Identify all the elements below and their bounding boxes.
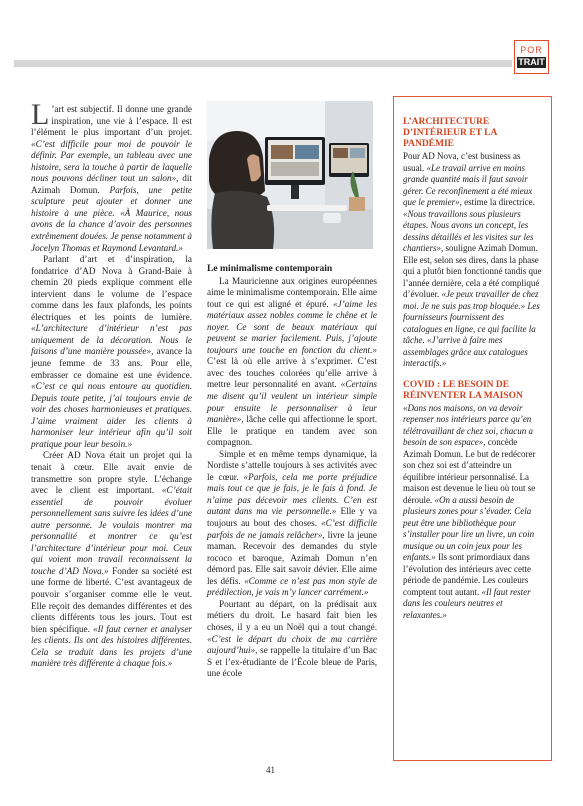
paragraph: [31, 450, 192, 669]
quote-run: «C’est difficile pour moi de pouvoir le définir. Par exemple, un tableau avec une histoire, sera la touche à partir de laquelle nous pouvons décliner tout un salon»: [31, 138, 192, 184]
paragraph: [31, 254, 192, 450]
quote-run: «C’était essentiel de pouvoir évoluer personnellement sans suivre les idées d’une autre personne. Je voulais montrer ma personnalité et montrer ce qu’est l’architecture d’intérieur pour moi. Ceux qui voient mon travail reconnaissent la touche d’AD Nova.»: [31, 485, 192, 576]
quote-run: «L’architecture d’intérieur n’est pas uniquement de la décoration. Nous le faisons d’une manière poussée»: [31, 323, 192, 357]
paragraph: [207, 449, 377, 599]
quote-run: «Le travail arrive en moins grande quantité mais il faut savoir gérer. Ce reconfinement a été mieux que le premier»: [403, 162, 533, 207]
text-run: Simple et en même temps dynamique, la Nordiste s’attelle toujours à ses activités avec le cœur.: [207, 448, 377, 482]
text-run: C’est là où elle arrive à s’exprimer. C’est avec des touches colorées qu’elle arrive à mettre leur personnalité en avant.: [207, 356, 377, 390]
paragraph: [207, 599, 377, 680]
subheading: Le minimalisme contemporain: [207, 263, 333, 274]
text-run: Ils sont primordiaux dans l’évolution des intérieurs avec cette période de pandémie. Les couleurs comptent tout autant.: [403, 552, 531, 597]
section-label-top: POR: [520, 45, 543, 55]
text-run: Pourtant au départ, on la prédisait aux métiers du droit. Le hasard fait bien les choses, il y a eu un Noël qui a tout changé.: [207, 598, 377, 632]
text-run: , concède Azimah Domun. Le but de redécorer son chez soi est d’atteindre un équilibre intérieur personnalisé. La maison est devenue le lieu où tout se déroule.: [403, 437, 536, 505]
text-run: , se rappelle la titulaire d’un Bac S et l’ex-étudiante de l’École bleue de Paris, une école: [207, 645, 377, 679]
quote-run: «Comme ce n’est pas mon style de prédilection, je vais m’y lancer carrément.»: [207, 575, 377, 598]
article-photo: [207, 101, 373, 249]
text-run: Parlant d’art et d’inspiration, la fondatrice d’AD Nova à Grand-Baie à chemin 20 pieds explique comment elle intervient dans le volume de l’espace comme dans les faux plafonds, les points électriques et les points de lumière.: [31, 254, 192, 322]
text-run: Créer AD Nova était un projet qui la tenait à cœur. Elle avait envie de transmettre son propre style. L’échange avec le client est important.: [31, 450, 192, 496]
quote-run: «J’aime les matériaux assez nobles comme le chêne et le noyer. Ce sont de beaux matériaux qui peuvent se marier facilement. Puis, j’ajoute toujours une touche en fonction du client.»: [207, 298, 377, 355]
quote-run: Parfois, une petite sculpture peut ajouter et donner une histoire à une pièce. «À Maurice, nous avons de la chance d’avoir des personnes extrêmement douées. Je pense notamment à Jocelyn Thomas et Raymond Levantard.»: [31, 184, 192, 253]
sidebar-heading: COVID : LE BESOIN DE RÉINVENTER LA MAISON: [403, 379, 523, 401]
photo-illustration: [207, 101, 373, 249]
quote-run: «C’est difficile parfois de ne jamais relâcher»: [207, 518, 377, 540]
article-column-2: [207, 263, 377, 680]
quote-run: «Nous travaillons sous plusieurs étapes. Nous avons un concept, les dessins détaillés et les visites sur les chantiers»: [403, 208, 534, 253]
quote-run: «On a aussi besoin de plusieurs zones pour s’évader. Cela peut être une bibliothèque pour s’installer pour lire un livre, un coin musique ou un coin jeux pour les enfants.»: [403, 494, 535, 562]
text-run: Pour AD Nova, c’est business as usual.: [403, 151, 521, 173]
text-run: , livre la jeune maman. Recevoir des demandes du style rococo et baroque, Azimah Domun n’en démord pas. Elle sait savoir dévier. Elle aime les défis.: [207, 529, 377, 586]
drop-cap: L: [31, 98, 50, 131]
quote-run: «Je peux travailler de chez moi. Je ne suis pas trop bloquée.» Les fournisseurs fournissent des catalogues en ligne, ce qui facilite la tâche. «J’arrive à faire mes assemblages grâce aux catalogues interactifs.»: [403, 289, 540, 368]
quote-run: «Il faut rester dans les couleurs neutres et relaxantes.»: [403, 586, 531, 620]
text-run: La Mauricienne aux origines européennes aime le minimalisme contemporain. Elle aime tout ce qui est aligné et épuré.: [207, 275, 377, 309]
quote-run: «Il faut cerner et analyser les clients. Ils ont des histoires différentes. Cela se traduit dans les projets d’une manière très différente à chaque fois.»: [31, 623, 192, 669]
text-run: , dit Azimah Domun.: [31, 173, 192, 195]
text-run: , estime la directrice.: [459, 197, 535, 207]
text-run: Elle y va toujours au bout des choses.: [207, 506, 378, 529]
text-run: , lâche celle qui affectionne le sport. Elle le pratique en tandem avec son compagnon.: [207, 414, 377, 448]
section-badge: [514, 40, 549, 74]
sidebar-paragraph: [403, 151, 543, 370]
text-run: ’art est subjectif. Il donne une grande inspiration, une vie à l’espace. Il est l’élément le plus important d’un projet.: [31, 104, 192, 138]
quote-run: «Certains me disent qu’il veulent un intérieur simple pour ensuite le personnaliser à leur manière»: [207, 379, 377, 425]
article-column-1: [31, 98, 192, 670]
sidebar-paragraph: [403, 403, 543, 622]
text-run: , avance la jeune femme de 33 ans. Pour elle, embrasser ce domaine est une évidence.: [31, 346, 192, 380]
paragraph: [31, 98, 192, 254]
text-run: Fonder sa société est une forme de liberté. C’est avantageux de pouvoir s’organiser comme elle le veut. Elle reçoit des demandes différentes et des clients différents tous les jours. Tout est bien spécifique.: [31, 565, 192, 634]
quote-run: «Dans nos maisons, on va devoir repenser nos intérieurs parce qu’en télétravaillant de chez soi, chacun a besoin de son espace»: [403, 402, 533, 447]
sidebar-heading: L’ARCHITECTURE D’INTÉRIEUR ET LA PANDÉMIE: [403, 117, 497, 149]
paragraph: [207, 276, 377, 449]
text-run: , souligne Azimah Domun. Elle est, selon ses dires, dans la phase qui a plutôt bien fonctionné tandis que l’année dernière, cela a été compliqué d’évoluer.: [403, 243, 542, 299]
sidebar-content: [403, 117, 543, 621]
quote-run: «Parfois, cela me porte préjudice mais tout ce que je fais, je le fais à fond. Je n’aime pas décevoir mes clients. C’en est autant dans ma vie personnelle.»: [207, 471, 377, 517]
quote-run: «C’est ce qui nous entoure au quotidien. Depuis toute petite, j’ai toujours envie de voir des choses harmonieuses et pratiques. J’aime vraiment aider les clients à harmoniser leur intérieur afin qu’il soit pratique pour leur besoin.»: [31, 381, 192, 449]
header-rule: [14, 60, 512, 67]
quote-run: «C’est le départ du choix de ma carrière aujourd’hui»: [207, 633, 377, 656]
section-label-bottom: TRAIT: [518, 57, 545, 67]
page-number: 41: [266, 765, 275, 775]
